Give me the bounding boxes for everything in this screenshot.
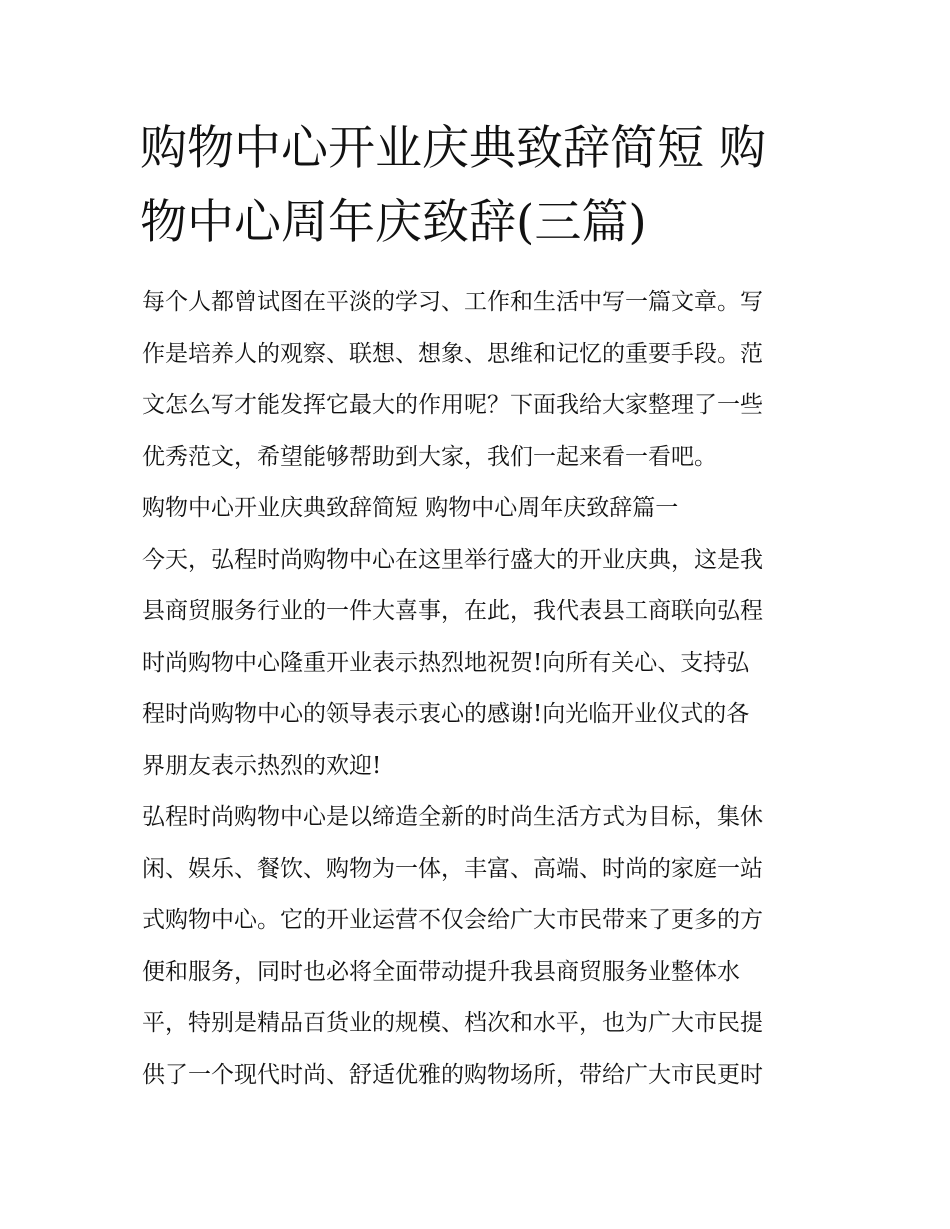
body-line: 便和服务，同时也必将全面带动提升我县商贸服务业整体水 xyxy=(142,958,740,985)
title-line: 购物中心开业庆典致辞简短 购 xyxy=(140,121,766,176)
body-line: 界朋友表示热烈的欢迎! xyxy=(142,752,382,779)
body-line: 时尚购物中心隆重开业表示热烈地祝贺!向所有关心、支持弘 xyxy=(142,649,750,676)
body-line: 平，特别是精品百货业的规模、档次和水平，也为广大市民提 xyxy=(142,1010,763,1036)
title-line: 物中心周年庆致辞(三篇) xyxy=(140,195,647,250)
body-line: 闲、娱乐、餐饮、购物为一体，丰富、高端、时尚的家庭一站 xyxy=(142,855,763,882)
section-heading: 购物中心开业庆典致辞简短 购物中心周年庆致辞篇一 xyxy=(142,495,679,521)
body-line: 文怎么写才能发挥它最大的作用呢？下面我给大家整理了一些 xyxy=(142,392,763,418)
body-line: 弘程时尚购物中心是以缔造全新的时尚生活方式为目标，集休 xyxy=(142,804,763,830)
body-line: 作是培养人的观察、联想、想象、思维和记忆的重要手段。范 xyxy=(142,340,763,367)
body-line: 程时尚购物中心的领导表示衷心的感谢!向光临开业仪式的各 xyxy=(142,701,750,727)
body-line: 县商贸服务行业的一件大喜事，在此，我代表县工商联向弘程 xyxy=(142,598,763,624)
body-line: 今天，弘程时尚购物中心在这里举行盛大的开业庆典，这是我 xyxy=(142,546,763,573)
document-body xyxy=(142,277,814,1101)
body-line: 优秀范文，希望能够帮助到大家，我们一起来看一看吧。 xyxy=(142,443,717,470)
document-title xyxy=(140,112,820,260)
body-line: 式购物中心。它的开业运营不仅会给广大市民带来了更多的方 xyxy=(142,907,763,933)
body-line: 供了一个现代时尚、舒适优雅的购物场所，带给广大市民更时 xyxy=(142,1061,763,1088)
body-line: 每个人都曾试图在平淡的学习、工作和生活中写一篇文章。写 xyxy=(142,289,763,315)
